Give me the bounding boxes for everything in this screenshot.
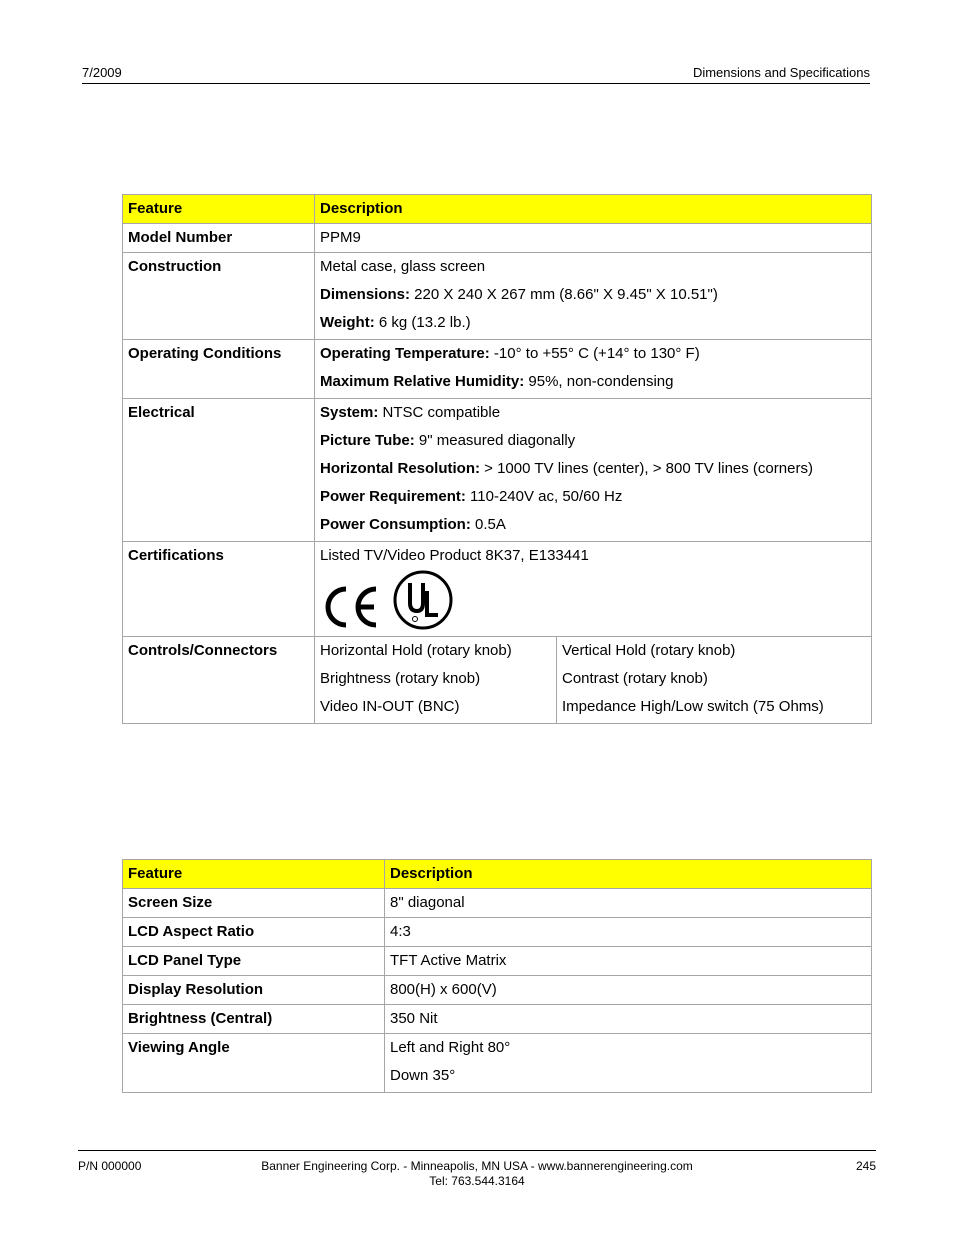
viewing-angle-line: Down 35° <box>390 1067 456 1084</box>
value-construction <box>315 253 872 340</box>
feature-value: 800(H) x 600(V) <box>385 976 872 1005</box>
construction-line: Metal case, glass screen <box>320 258 486 275</box>
feature-viewing-angle: Viewing Angle <box>123 1034 385 1093</box>
table-row <box>123 918 872 947</box>
lcd-spec-table <box>122 859 872 1093</box>
construction-dimensions: Dimensions: 220 X 240 X 267 mm (8.66" X 9.45" X 10.51") <box>320 286 718 303</box>
table-header-row <box>123 195 872 224</box>
col-description: Description <box>385 860 872 889</box>
value-electrical <box>315 399 872 542</box>
table-row <box>123 947 872 976</box>
table-row <box>123 253 872 340</box>
control-item: Video IN-OUT (BNC) <box>320 698 460 715</box>
electrical-picture-tube: Picture Tube: 9" measured diagonally <box>320 432 576 449</box>
feature-label: Screen Size <box>123 889 385 918</box>
ce-mark-icon <box>320 583 382 631</box>
controls-right <box>557 637 872 724</box>
footer-tel: Tel: 763.544.3164 <box>429 1174 525 1188</box>
feature-value: 4:3 <box>385 918 872 947</box>
footer-company <box>78 1159 876 1189</box>
control-item: Brightness (rotary knob) <box>320 670 481 687</box>
control-item: Impedance High/Low switch (75 Ohms) <box>562 698 824 715</box>
table-row <box>123 224 872 253</box>
footer-page-number: 245 <box>855 1159 876 1173</box>
control-item: Vertical Hold (rotary knob) <box>562 642 736 659</box>
feature-value: TFT Active Matrix <box>385 947 872 976</box>
feature-value: 8" diagonal <box>385 889 872 918</box>
feature-electrical: Electrical <box>123 399 315 542</box>
construction-weight: Weight: 6 kg (13.2 lb.) <box>320 314 471 331</box>
table-row <box>123 542 872 637</box>
table-row <box>123 340 872 399</box>
col-feature: Feature <box>123 195 315 224</box>
value-certifications <box>315 542 872 637</box>
control-item: Horizontal Hold (rotary knob) <box>320 642 512 659</box>
header-section: Dimensions and Specifications <box>692 65 870 80</box>
col-feature: Feature <box>123 860 385 889</box>
table-row <box>123 1034 872 1093</box>
operating-temperature: Operating Temperature: -10° to +55° C (+14° to 130° F) <box>320 345 700 362</box>
electrical-resolution: Horizontal Resolution: > 1000 TV lines (center), > 800 TV lines (corners) <box>320 460 813 477</box>
col-description: Description <box>315 195 872 224</box>
feature-value: 350 Nit <box>385 1005 872 1034</box>
certifications-text: Listed TV/Video Product 8K37, E133441 <box>320 547 589 564</box>
viewing-angle-line: Left and Right 80° <box>390 1039 511 1056</box>
feature-certifications: Certifications <box>123 542 315 637</box>
page-footer <box>78 1150 876 1188</box>
crt-spec-table <box>122 194 872 724</box>
table-row <box>123 399 872 542</box>
footer-part-number: P/N 000000 <box>78 1159 142 1173</box>
feature-label: LCD Aspect Ratio <box>123 918 385 947</box>
certification-logos <box>320 569 866 631</box>
table-row <box>123 889 872 918</box>
electrical-power-consumption: Power Consumption: 0.5A <box>320 516 506 533</box>
relative-humidity: Maximum Relative Humidity: 95%, non-condensing <box>320 373 674 390</box>
table-header-row <box>123 860 872 889</box>
table-row <box>123 637 872 724</box>
feature-model-number: Model Number <box>123 224 315 253</box>
table-row <box>123 1005 872 1034</box>
electrical-system: System: NTSC compatible <box>320 404 501 421</box>
table-row <box>123 976 872 1005</box>
feature-operating-conditions: Operating Conditions <box>123 340 315 399</box>
feature-label: Display Resolution <box>123 976 385 1005</box>
value-model-number: PPM9 <box>315 224 872 253</box>
feature-controls-connectors: Controls/Connectors <box>123 637 315 724</box>
electrical-power-requirement: Power Requirement: 110-240V ac, 50/60 Hz <box>320 488 623 505</box>
feature-label: LCD Panel Type <box>123 947 385 976</box>
value-viewing-angle <box>385 1034 872 1093</box>
feature-construction: Construction <box>123 253 315 340</box>
control-item: Contrast (rotary knob) <box>562 670 708 687</box>
ul-listed-icon <box>392 569 454 631</box>
header-date: 7/2009 <box>82 65 122 80</box>
controls-left <box>315 637 557 724</box>
footer-company-line: Banner Engineering Corp. - Minneapolis, MN USA - www.bannerengineering.com <box>261 1159 693 1173</box>
feature-label: Brightness (Central) <box>123 1005 385 1034</box>
page-header <box>82 64 870 84</box>
value-operating-conditions <box>315 340 872 399</box>
